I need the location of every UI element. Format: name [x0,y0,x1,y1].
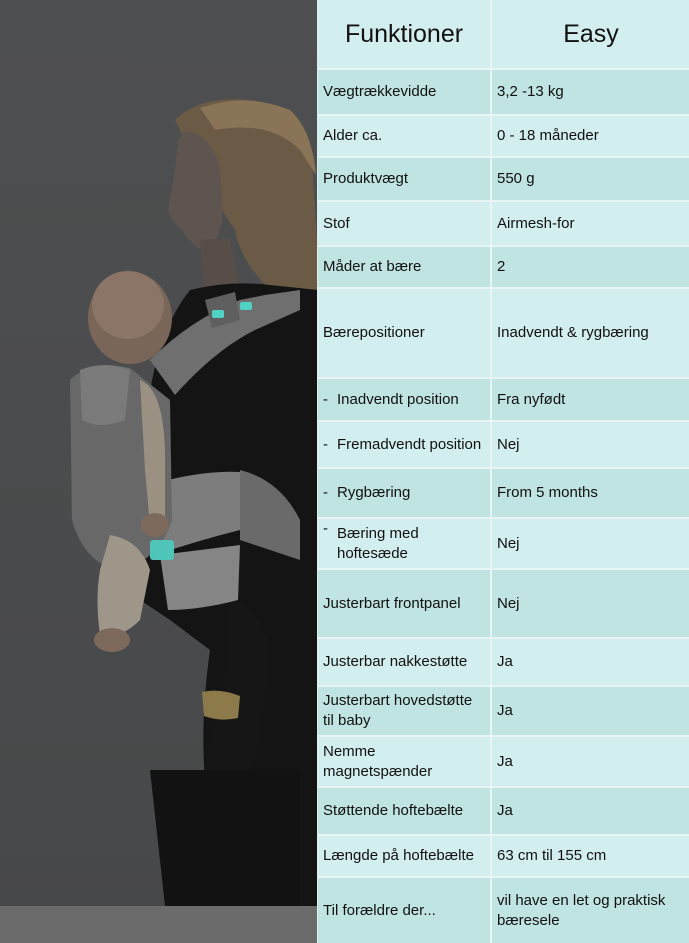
row-value: 2 [497,258,506,275]
row-feature-label: Inadvendt position [337,390,459,408]
row-feature: Justerbar nakkestøtte [318,639,492,685]
table-row [318,422,689,469]
row-value: 3,2 -13 kg [497,83,564,100]
row-feature: Nemme magnetspænder [318,737,492,786]
row-value: 0 - 18 måneder [497,127,599,144]
row-feature [318,519,492,568]
table-row [318,788,689,836]
row-feature: Længde på hoftebælte [318,836,492,876]
row-value: Ja [497,802,513,819]
row-feature: Produktvægt [318,158,492,200]
table-header [318,0,689,70]
row-feature-label: Rygbæring [337,484,411,501]
table-row [318,687,689,737]
sub-item-dash: - [323,390,328,408]
row-feature-label: Bæring med hoftesæde [337,524,419,562]
row-value: vil have en let og praktisk bæresele [497,891,666,929]
table-row [318,469,689,519]
row-feature: Måder at bære [318,247,492,287]
row-feature [318,379,492,420]
table-row [318,379,689,422]
table-row [318,247,689,289]
table-row [318,836,689,878]
row-feature: Alder ca. [318,116,492,156]
header-feature: Funktioner [318,0,492,68]
row-feature: Til forældre der... [318,878,492,943]
row-feature: Vægtrækkevidde [318,70,492,114]
table-row [318,570,689,639]
row-feature: Bærepositioner [318,289,492,377]
row-value: Inadvendt & rygbæring [497,324,649,341]
row-value: Nej [497,534,520,552]
row-value: From 5 months [497,484,598,501]
header-product: Easy [563,20,619,48]
row-feature: Justerbart hovedstøtte til baby [318,687,492,735]
row-value: 550 g [497,170,535,187]
row-value: Ja [497,752,513,770]
table-row [318,878,689,943]
sub-item-dash: - [323,484,328,501]
row-feature: Støttende hoftebælte [318,788,492,834]
table-row [318,158,689,202]
row-value: 63 cm til 155 cm [497,847,607,864]
photo-floor [0,906,318,943]
mother-with-baby-carrier-illustration [0,0,318,943]
row-feature-label: Fremadvendt position [337,435,482,453]
table-row [318,289,689,379]
sub-item-dash: - [323,520,328,537]
product-photo [0,0,318,943]
table-row [318,519,689,570]
table-row [318,70,689,116]
comparison-table [317,0,689,943]
table-row [318,737,689,788]
row-feature: Justerbart frontpanel [318,570,492,637]
row-value: Ja [497,702,513,719]
table-row [318,202,689,247]
row-value: Nej [497,594,520,612]
row-feature [318,469,492,517]
table-row [318,639,689,687]
row-value: Nej [497,435,520,453]
table-row [318,116,689,158]
row-feature: Stof [318,202,492,245]
row-feature [318,422,492,467]
row-value: Airmesh-for [497,214,575,232]
sub-item-dash: - [323,435,328,453]
row-value: Ja [497,653,513,670]
row-value: Fra nyfødt [497,390,566,408]
